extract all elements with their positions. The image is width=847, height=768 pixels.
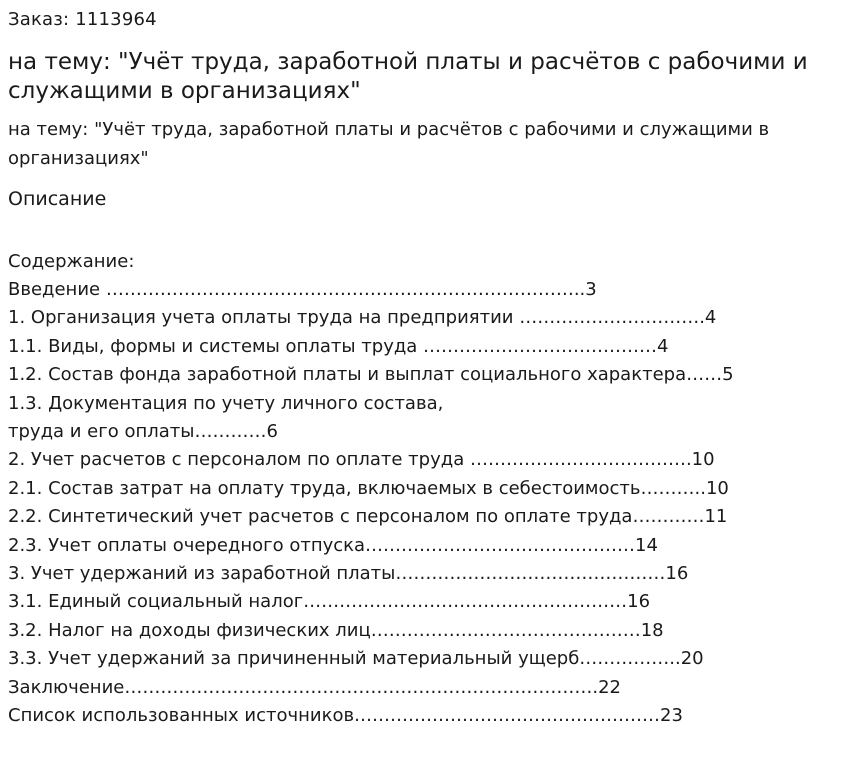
description-heading: Описание (8, 188, 107, 210)
toc-line: труда и его оплаты…………6 (8, 421, 278, 443)
page-title: на тему: "Учёт труда, заработной платы и расчётов с рабочими и служащими в организациях" (8, 49, 808, 104)
toc-line: 1.3. Документация по учету личного состава, (8, 392, 444, 414)
toc-line: 2.2. Синтетический учет расчетов с персоналом по оплате труда…………11 (8, 506, 728, 528)
table-of-contents (8, 276, 838, 731)
toc-line: 2.3. Учет оплаты очередного отпуска………………………………………14 (8, 534, 658, 556)
toc-line: 1.2. Состав фонда заработной платы и выплат социального характера……5 (8, 364, 734, 386)
toc-line: 3.3. Учет удержаний за причиненный материальный ущерб……………..20 (8, 648, 704, 670)
toc-line: 2.1. Состав затрат на оплату труда, включаемых в себестоимость………..10 (8, 477, 729, 499)
toc-line: 3.2. Налог на доходы физических лиц………………………………………18 (8, 619, 664, 641)
toc-line: 1.1. Виды, формы и системы оплаты труда …………………………………4 (8, 335, 669, 357)
toc-line: 1. Организация учета оплаты труда на предприятии ………………………….4 (8, 307, 717, 329)
order-number: Заказ: 1113964 (8, 9, 157, 30)
toc-line: 3. Учет удержаний из заработной платы………………………………………16 (8, 563, 689, 585)
page-subtitle: на тему: "Учёт труда, заработной платы и расчётов с рабочими и служащими в организациях" (8, 119, 770, 169)
toc-line: 2. Учет расчетов с персоналом по оплате труда ……………………………….10 (8, 449, 715, 471)
contents-label: Содержание: (8, 251, 135, 272)
toc-line: Заключение…………………………………………………………………….22 (8, 676, 621, 698)
toc-line: Введение ……………………………………………………………………..3 (8, 279, 597, 300)
toc-line: 3.1. Единый социальный налог………………………………………………16 (8, 591, 651, 613)
toc-line: Список использованных источников……………………………………………23 (8, 705, 683, 727)
